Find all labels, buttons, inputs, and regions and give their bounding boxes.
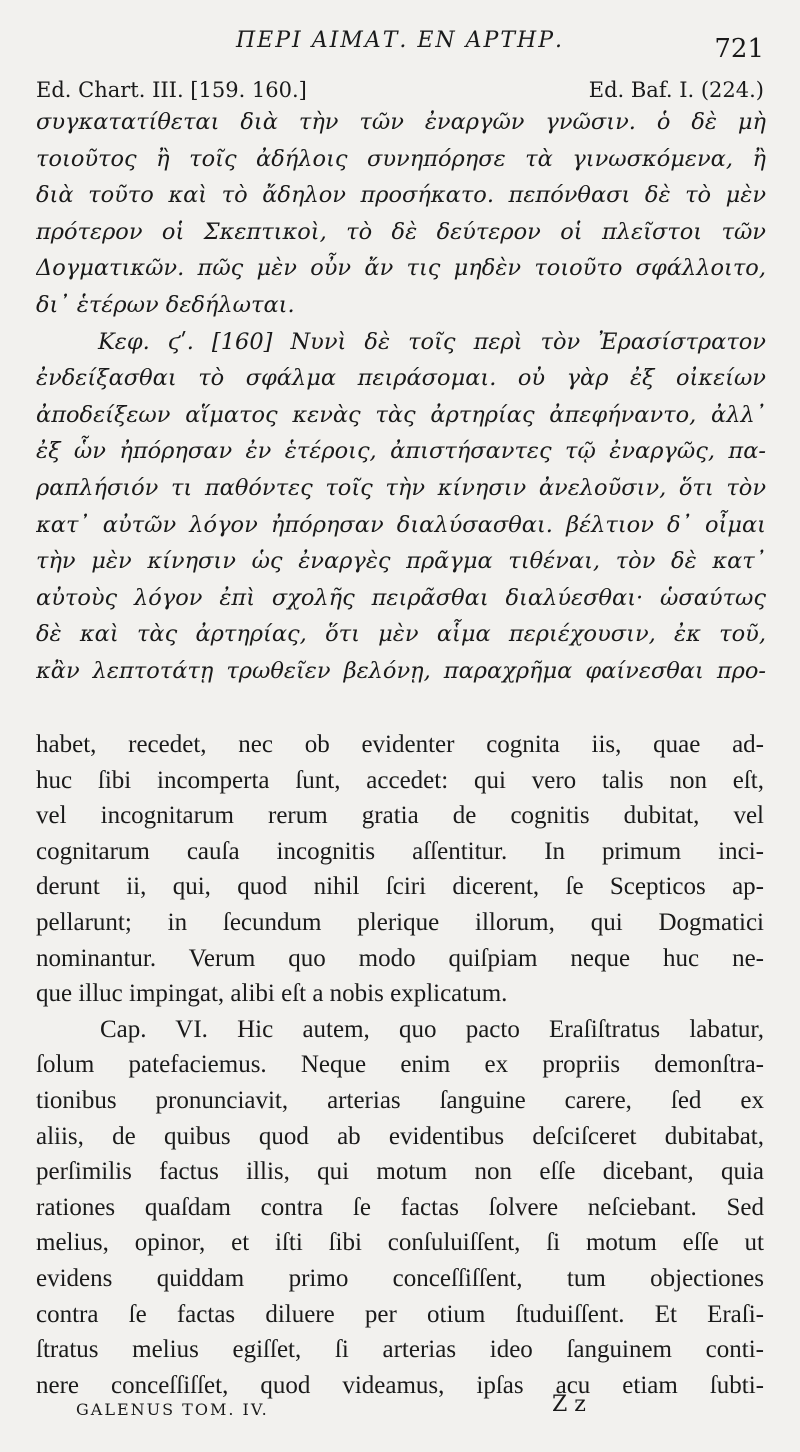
- greek-line: κατ᾽ αὐτῶν λόγον ἠπόρησαν διαλύσασθαι. βέλτιον δ᾽ οἶμαι: [36, 511, 766, 538]
- latin-line: que illuc impingat, alibi eſt a nobis explicatum.: [36, 980, 508, 1008]
- greek-line: ἀποδείξεων αἵματος κενὰς τὰς ἀρτηρίας ἀπεφήναντο, ἀλλ᾽: [36, 401, 766, 428]
- latin-line: habet, recedet, nec ob evidenter cognita iis, quae ad-: [36, 731, 764, 758]
- greek-line: τὴν μὲν κίνησιν ὡς ἐναργὲς πρᾶγμα τιθέναι, τὸν δὲ κατ᾽: [36, 548, 766, 575]
- latin-line: rationes quaſdam contra ſe factas ſolvere neſciebant. Sed: [36, 1193, 764, 1221]
- greek-line: ἐνδείξασθαι τὸ σφάλμα πειράσομαι. οὐ γὰρ ἐξ οἰκείων: [36, 365, 766, 392]
- latin-line: vel incognitarum rerum gratia de cognitis dubitat, vel: [36, 802, 764, 830]
- greek-line: ραπλήσιόν τι παθόντες τοῖς τὴν κίνησιν ἀνελοῦσιν, ὅτι τὸν: [36, 474, 766, 501]
- signature-mark: GALENUS TOM. IV.: [76, 1400, 269, 1419]
- latin-line: evidens quiddam primo conceſſiſſent, tum objectiones: [36, 1264, 764, 1292]
- latin-line: aliis, de quibus quod ab evidentibus deſciſceret dubitabat,: [36, 1122, 764, 1150]
- latin-line: contra ſe factas diluere per otium ſtuduiſſent. Et Eraſi-: [36, 1300, 764, 1328]
- latin-chapter-heading-line: Cap. VI. Hic autem, quo pacto Eraſiſtratus labatur,: [100, 1015, 764, 1043]
- greek-line: κἂν λεπτοτάτῃ τρωθεῖεν βελόνῃ, παραχρῆμα φαίνεσθαι προ-: [36, 657, 766, 684]
- latin-line: melius, opinor, et iſti ſibi conſuluiſſent, ſi motum eſſe ut: [36, 1229, 764, 1257]
- greek-chapter-heading-line: Κεφ. ϛʹ. [160] Νυνὶ δὲ τοῖς περὶ τὸν Ἐρασίστρατον: [98, 328, 766, 355]
- greek-line: τοιοῦτος ἢ τοῖς ἀδήλοις συνηπόρησε τὰ γινωσκόμενα, ἢ: [36, 145, 766, 172]
- page-number: 721: [714, 34, 764, 64]
- latin-line: derunt ii, qui, quod nihil ſciri dicerent, ſe Scepticos ap-: [36, 873, 764, 901]
- latin-line: tionibus pronunciavit, arterias ſanguine carere, ſed ex: [36, 1086, 764, 1114]
- greek-line: πρότερον οἱ Σκεπτικοὶ, τὸ δὲ δεύτερον οἱ πλεῖστοι τῶν: [36, 218, 766, 245]
- latin-line: nominantur. Verum quo modo quiſpiam neque huc ne-: [36, 944, 764, 972]
- greek-text-block: [36, 104, 766, 690]
- greek-line: Δογματικῶν. πῶς μὲν οὖν ἄν τις μηδὲν τοιοῦτο σφάλλοιτο,: [36, 255, 766, 282]
- greek-line: δι᾽ ἑτέρων δεδήλωται.: [36, 291, 295, 318]
- latin-line: ſolum patefaciemus. Neque enim ex propriis demonſtra-: [36, 1051, 764, 1079]
- latin-line: cognitarum cauſa incognitis aſſentitur. In primum inci-: [36, 837, 764, 865]
- greek-line: ἐξ ὧν ἠπόρησαν ἐν ἑτέροις, ἀπιστήσαντες τῷ ἐναργῶς, πα-: [36, 438, 766, 465]
- latin-line: pellarunt; in ſecundum plerique illorum, qui Dogmatici: [36, 908, 764, 936]
- latin-line: huc ſibi incomperta ſunt, accedet: qui vero talis non eſt,: [36, 766, 764, 794]
- gathering-mark: Z z: [552, 1392, 586, 1417]
- latin-text-block: [36, 727, 764, 1403]
- greek-line: αὐτοὺς λόγον ἐπὶ σχολῆς πειρᾶσθαι διαλύεσθαι· ὡσαύτως: [36, 584, 766, 611]
- running-head: ΠΕΡΙ ΑΙΜΑΤ. ΕΝ ΑΡΤΗΡ.: [235, 28, 565, 53]
- greek-line: διὰ τοῦτο καὶ τὸ ἄδηλον προσήκατο. πεπόνθασι δὲ τὸ μὲν: [36, 182, 766, 209]
- latin-line: perſimilis factus illis, qui motum non eſſe dicebant, quia: [36, 1158, 764, 1186]
- greek-line: δὲ καὶ τὰς ἀρτηρίας, ὅτι μὲν αἷμα περιέχουσιν, ἐκ τοῦ,: [36, 621, 766, 648]
- greek-line: συγκατατίθεται διὰ τὴν τῶν ἐναργῶν γνῶσιν. ὁ δὲ μὴ: [36, 109, 766, 135]
- latin-line: nere conceſſiſſet, quod videamus, ipſas acu etiam ſubti-: [36, 1371, 764, 1399]
- edition-reference-left: Ed. Chart. III. [159. 160.]: [36, 78, 307, 102]
- edition-reference-right: Ed. Baf. I. (224.): [588, 78, 764, 102]
- latin-line: ſtratus melius egiſſet, ſi arterias ideo ſanguinem conti-: [36, 1336, 764, 1364]
